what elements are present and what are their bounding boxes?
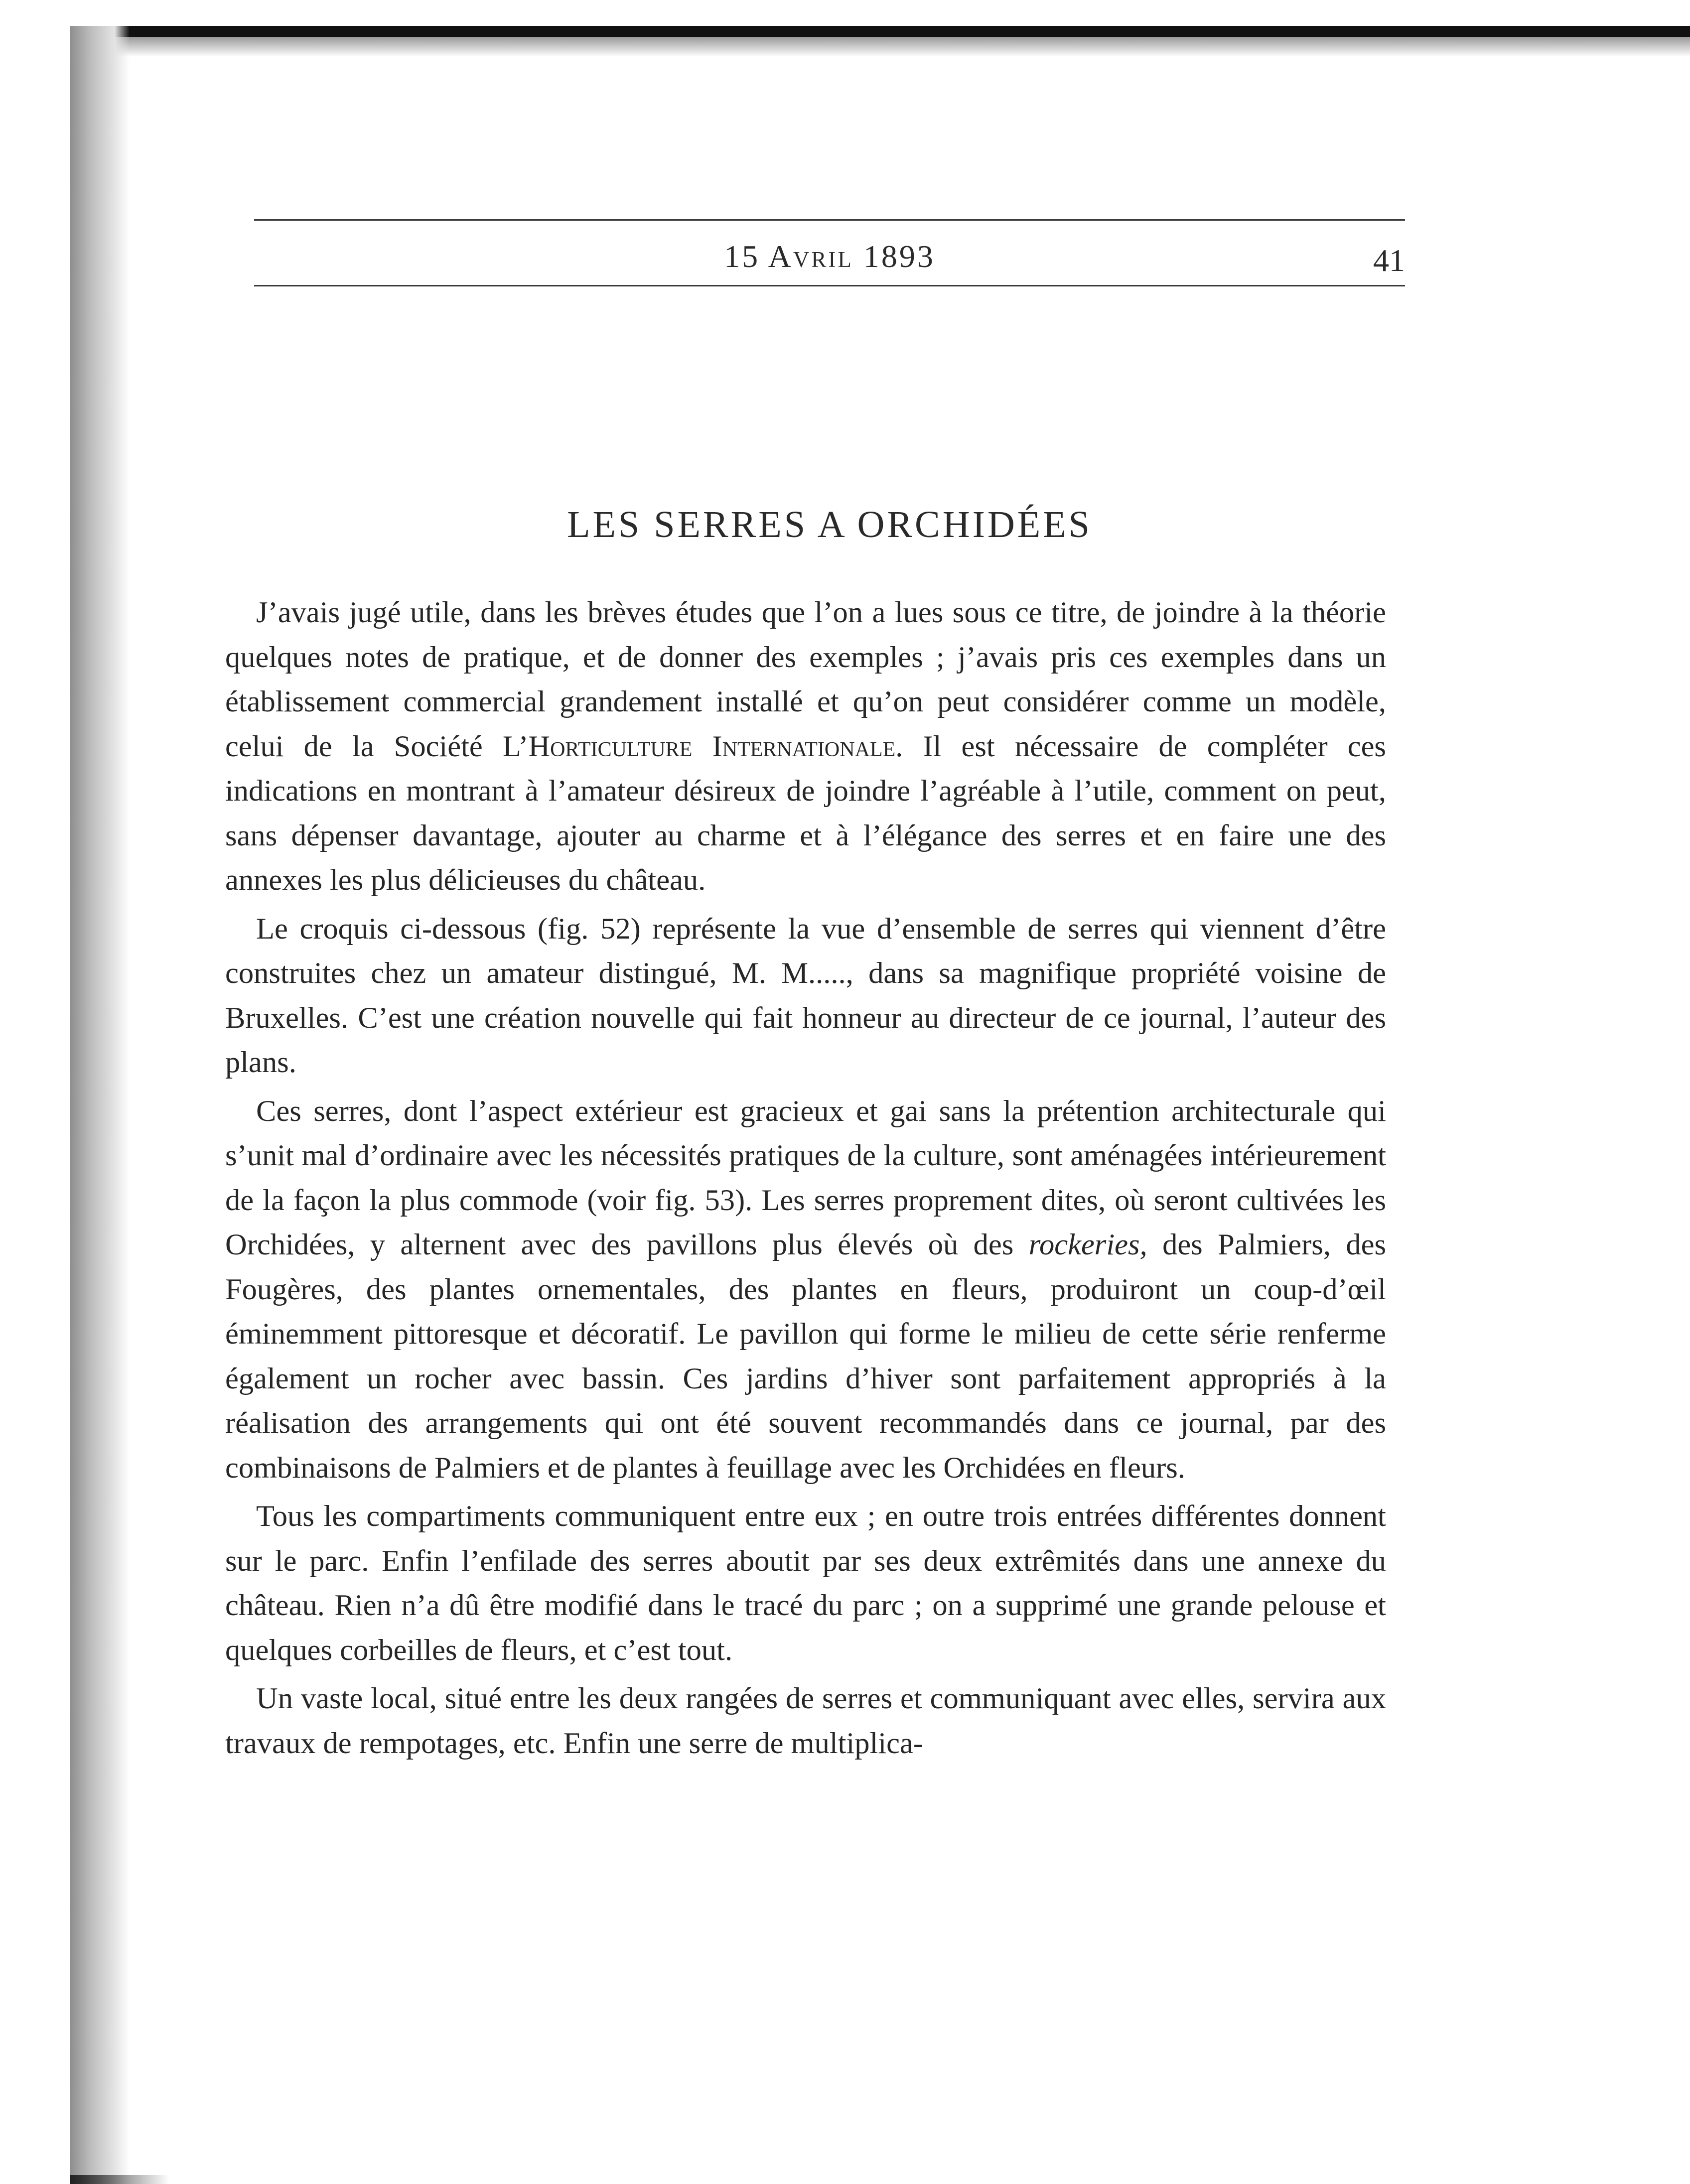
paragraph-1 bbox=[225, 590, 1386, 903]
paragraph-5: Un vaste local, situé entre les deux rangées de serres et communiquant avec elles, servira aux travaux de rempotages, etc. Enfin une serre de multiplica- bbox=[225, 1682, 1386, 1760]
scan-border-bottom bbox=[70, 2175, 169, 2184]
paragraph-4: Tous les compartiments communiquent entre eux ; en outre trois entrées différentes donnent sur le parc. Enfin l’enfilade des serres aboutit par ses deux extrêmités dans une annexe du château. Rien n’a dû être modifié dans le tracé du parc ; on a supprimé une grande pelouse et quelques corbeilles de fleurs, et c’est tout. bbox=[225, 1500, 1386, 1667]
article-title: LES SERRES A ORCHIDÉES bbox=[567, 504, 1092, 546]
paragraph-3-text-end: des Palmiers, des Fougères, des plantes ornementales, des plantes en fleurs, produiront un coup-d’œil éminemment pittoresque et décoratif. Le pavillon qui forme le milieu de cette série renferme également un rocher avec bassin. Ces jardins d’hiver sont parfaitement appropriés à la réalisation des arrangements qui ont été souvent recommandés dans ce journal, par des combinaisons de Palmiers et de plantes à feuillage avec les Orchidées en fleurs. bbox=[225, 1228, 1387, 1485]
paragraph-2: Le croquis ci-dessous (fig. 52) représente la vue d’ensemble de serres qui viennent d’être construites chez un amateur distingué, M. M....., dans sa magnifique propriété voisine de Bruxelles. C’est une création nouvelle qui fait honneur au directeur de ce journal, l’auteur des plans. bbox=[225, 912, 1386, 1079]
paragraph-3 bbox=[225, 1089, 1386, 1491]
scan-shadow-top bbox=[70, 37, 1690, 57]
header-rule-bottom bbox=[254, 285, 1405, 286]
scan-border-top bbox=[70, 26, 1690, 37]
paragraph-1-text-start: J’avais jugé utile, dans les brèves études que l’on a lues sous ce titre, de joindre à la théorie quelques notes de pratique, et de donner des exemples ; j’avais pris ces exemples dans un établissement commercial grandement installé et qu’on peut considérer comme un modèle, celui de la Société bbox=[225, 596, 1386, 763]
page-number: 41 bbox=[1373, 243, 1405, 278]
paragraph-1-text-end: . Il est nécessaire de compléter ces indications en montrant à l’amateur désireux de joindre l’agréable à l’utile, comment on peut, sans dépenser davantage, ajouter au charme et à l’élégance des serres et en faire une des annexes les plus délicieuses du château. bbox=[225, 729, 1386, 897]
company-name: L’Horticulture Internationale bbox=[502, 729, 896, 763]
header-date bbox=[254, 238, 1405, 275]
header-rule-top bbox=[254, 219, 1405, 221]
header-date-text: 15 Avril 1893 bbox=[724, 239, 935, 274]
running-head bbox=[254, 219, 1405, 299]
paragraph-3-text-start: Ces serres, dont l’aspect extérieur est gracieux et gai sans la prétention architecturale qui s’unit mal d’ordinaire avec les nécessités pratiques de la culture, sont aménagées intérieurement de la façon la plus commode (voir fig. 53). Les serres proprement dites, où seront cultivées les Orchidées, y alternent avec des pavillons plus élevés où des bbox=[225, 1094, 1386, 1261]
article-body bbox=[225, 590, 1386, 1766]
italic-term: rockeries, bbox=[1028, 1228, 1147, 1261]
scan-binding-shadow bbox=[70, 26, 130, 2184]
